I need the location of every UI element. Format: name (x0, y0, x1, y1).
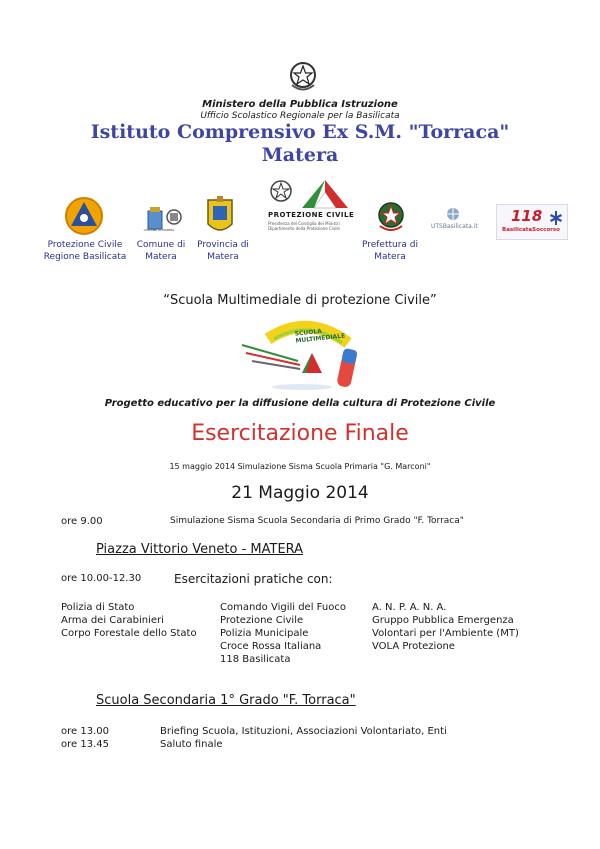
project-logo-text: SCUOLA MULTIMEDIALE (294, 327, 346, 345)
participants-column-1 (61, 601, 197, 640)
school-city: Matera (261, 144, 339, 166)
first-slot-description: Simulazione Sisma Scuola Secondaria di Primo Grado "F. Torraca" (170, 516, 464, 526)
partner-caption-protezione-basilicata (42, 239, 128, 263)
school-name: Istituto Comprensivo Ex S.M. "Torraca" (90, 121, 510, 143)
project-title: “Scuola Multimediale di protezione Civile” (163, 293, 437, 308)
partner-caption-comune (126, 239, 196, 263)
school-heading: Scuola Secondaria 1° Grado "F. Torraca" (96, 693, 356, 708)
participants-column-2 (220, 601, 346, 666)
partner-line: Provincia di (197, 240, 249, 250)
uts-globe-icon (446, 207, 460, 221)
final-description: Briefing Scuola, Istituzioni, Associazioni Volontariato, Enti (160, 726, 447, 737)
partner-line: Matera (374, 252, 406, 262)
participant: Polizia Municipale (220, 628, 309, 639)
uts-label: UTSBasilicata.it (431, 223, 478, 230)
partner-line: Matera (207, 252, 239, 262)
final-times (61, 725, 109, 751)
participant: Corpo Forestale dello Stato (61, 628, 197, 639)
prior-simulation-note: 15 maggio 2014 Simulazione Sisma Scuola Primaria "G. Marconi" (169, 462, 431, 471)
partner-caption-prefettura (354, 239, 426, 263)
participant: A. N. P. A. N. A. (372, 602, 447, 613)
provincia-matera-crest-icon (205, 196, 235, 240)
participant: VOLA Protezione (372, 641, 455, 652)
practice-time: ore 10.00-12.30 (61, 573, 142, 584)
prefettura-emblem-icon (376, 200, 406, 234)
comune-label: COMUNE DI MATERA (143, 228, 175, 232)
partner-line: Protezione Civile (47, 240, 123, 250)
participant: Volontari per l'Ambiente (MT) (372, 628, 519, 639)
republic-emblem-small-icon (268, 178, 294, 208)
final-descriptions (160, 725, 447, 751)
final-time: ore 13.00 (61, 726, 109, 737)
regional-office: Ufficio Scolastico Regionale per la Basilicata (200, 111, 400, 121)
protezione-civile-basilicata-logo-icon (64, 196, 104, 240)
emergency-118-logo (496, 204, 568, 240)
participant: Polizia di Stato (61, 602, 135, 613)
star-of-life-icon (549, 211, 563, 225)
first-slot-time: ore 9.00 (61, 516, 103, 527)
protezione-civile-triangle-icon (300, 178, 350, 210)
participant: Croce Rossa Italiana (220, 641, 322, 652)
partner-line: Regione Basilicata (43, 252, 127, 262)
participant: Gruppo Pubblica Emergenza (372, 615, 514, 626)
final-time: ore 13.45 (61, 739, 109, 750)
partner-line: Prefettura di (361, 240, 419, 250)
protezione-civile-sublabel: Presidenza del Consiglio dei Ministri Dipartimento della Protezione Civile (268, 221, 340, 231)
project-subtitle: Progetto educativo per la diffusione della cultura di Protezione Civile (104, 398, 496, 409)
protezione-civile-label: PROTEZIONE CIVILE (268, 211, 355, 219)
partner-line: Comune di (136, 240, 186, 250)
piazza-heading: Piazza Vittorio Veneto - MATERA (96, 542, 304, 557)
final-description: Saluto finale (160, 739, 223, 750)
partner-caption-provincia (188, 239, 258, 263)
event-date: 21 Maggio 2014 (231, 483, 369, 503)
italian-republic-emblem-icon (288, 60, 318, 94)
participants-column-3 (372, 601, 519, 653)
emergency-sublabel: BasilicataSoccorso (502, 227, 560, 233)
comune-matera-crest-icon (146, 205, 182, 239)
ministry-name: Ministero della Pubblica Istruzione (202, 99, 398, 110)
participant: Comando Vigili del Fuoco (220, 602, 346, 613)
participant: Arma dei Carabinieri (61, 615, 164, 626)
event-title: Esercitazione Finale (191, 421, 409, 446)
emergency-number: 118 (511, 207, 543, 225)
participant: 118 Basilicata (220, 654, 291, 665)
participant: Protezione Civile (220, 615, 304, 626)
practice-description: Esercitazioni pratiche con: (174, 572, 333, 586)
partner-line: Matera (145, 252, 177, 262)
